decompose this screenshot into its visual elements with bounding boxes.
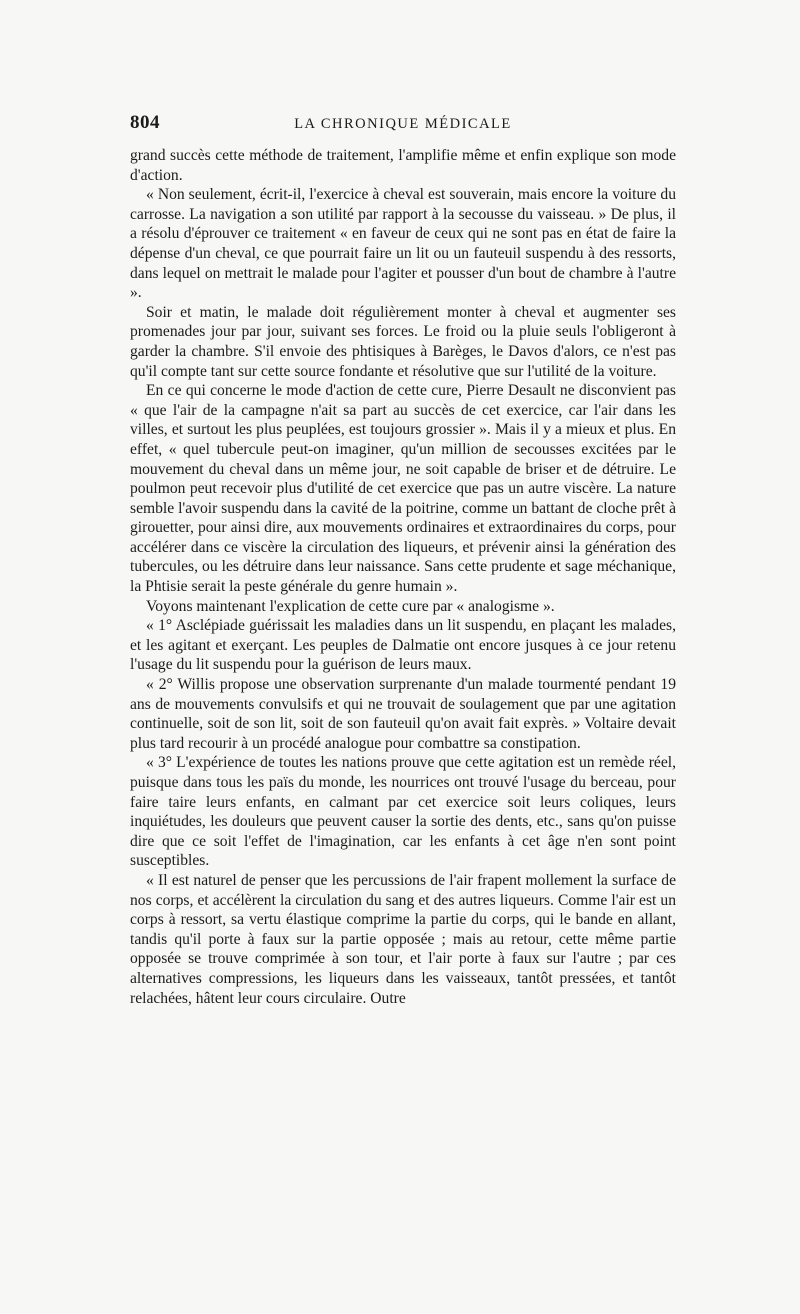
running-head: LA CHRONIQUE MÉDICALE [294, 116, 512, 132]
body-text [130, 146, 676, 1008]
paragraph: En ce qui concerne le mode d'action de cette cure, Pierre Desault ne disconvient pas « que l'air de la campagne n'ait sa part au succès de cet exercice, car l'air dans les villes, et surtout les plus peuplées, est toujours grossier ». Mais il y a mieux et plus. En effet, « quel tubercule peut-on imaginer, qu'un million de secousses excitées par le mouvement du cheval dans un même jour, ne soit capable de briser et de détruire. Le poulmon peut recevoir plus d'utilité de cet exercice que pas un autre viscère. La nature semble l'avoir suspendu dans la cavité de la poitrine, comme un battant de cloche prêt à girouetter, pour ainsi dire, aux mouvements ordinaires et extraordinaires du corps, pour accélérer dans ce viscère la circulation des liqueurs, et prévenir ainsi la génération des tubercules, ou les détruire dans leur naissance. Sans cette prudente et sage méchanique, la Phtisie serait la peste générale du genre humain ». [130, 382, 676, 596]
paragraph: « 1° Asclépiade guérissait les maladies dans un lit suspendu, en plaçant les malades, et les agitant et exerçant. Les peuples de Dalmatie ont encore jusques à ce jour retenu l'usage du lit suspendu pour la guérison de leurs maux. [130, 617, 676, 674]
paragraph: grand succès cette méthode de traitement, l'amplifie même et enfin explique son mode d'action. [130, 147, 676, 184]
paragraph: « 3° L'expérience de toutes les nations prouve que cette agitation est un remède réel, puisque dans tous les païs du monde, les nourrices ont trouvé l'usage du berceau, pour faire taire leurs enfants, en calmant par cet exercice soit leurs coliques, leurs inquiétudes, les douleurs que peuvent causer la sortie des dents, etc., sans qu'on puisse dire que ce soit l'effet de l'imagination, car les enfants à cet âge n'en sont point susceptibles. [130, 754, 676, 870]
paragraph: « 2° Willis propose une observation surprenante d'un malade tourmenté pendant 19 ans de mouvements convulsifs et qui ne trouvait de soulagement que par une agitation continuelle, soit de son lit, soit de son fauteuil qu'on avait fait exprès. » Voltaire devait plus tard recourir à un procédé analogue pour combattre sa constipation. [130, 676, 676, 752]
paragraph: « Il est naturel de penser que les percussions de l'air frapent mollement la surface de nos corps, et accélèrent la circulation du sang et des autres liqueurs. Comme l'air est un corps à ressort, sa vertu élastique comprime la partie du corps, qui le bande en allant, tandis qu'il porte à faux sur la partie opposée ; mais au retour, cette même partie opposée se trouve comprimée à son tour, et l'air porte à faux sur l'autre ; par ces alternatives compressions, les liqueurs dans les vaisseaux, tantôt pressées, et tantôt relachées, hâtent leur cours circulaire. Outre [130, 871, 676, 1007]
page-header [130, 112, 676, 134]
page-number: 804 [130, 112, 160, 133]
paragraph: Voyons maintenant l'explication de cette cure par « analogisme ». [146, 597, 555, 615]
paragraph: « Non seulement, écrit-il, l'exercice à cheval est souverain, mais encore la voiture du carrosse. La navigation a son utilité par rapport à la secousse du vaisseau. » De plus, il a résolu d'éprouver ce traitement « en faveur de ceux qui ne sont pas en état de faire la dépense d'un cheval, ce que pourrait faire un lit ou un fauteuil suspendu à des ressorts, dans lequel on mettrait le malade pour l'agiter et pousser d'un bout de chambre à l'autre ». [130, 186, 676, 302]
paragraph: Soir et matin, le malade doit régulièrement monter à cheval et augmenter ses promenades jour par jour, suivant ses forces. Le froid ou la pluie seuls l'obligeront à garder la chambre. S'il envoie des phtisiques à Barèges, le Davos d'alors, ce n'est pas qu'il compte tant sur cette source fondante et résolutive que sur l'utilité de la voiture. [130, 303, 676, 380]
